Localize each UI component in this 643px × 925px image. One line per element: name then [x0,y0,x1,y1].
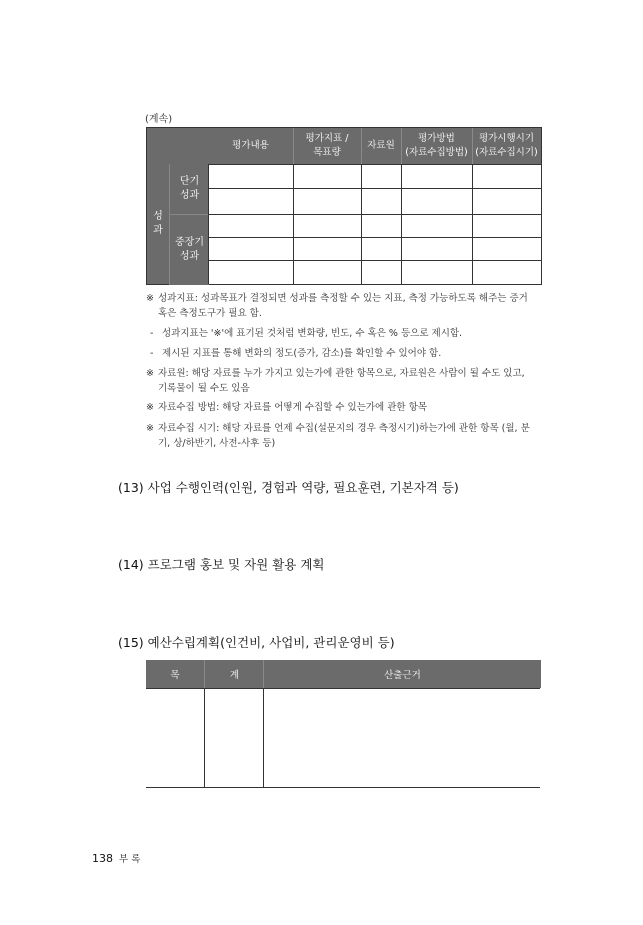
header-divider [361,128,362,164]
page-number: 138 [92,852,113,865]
page-footer [92,851,140,865]
row-line [208,214,541,215]
header-eval-method: 평가방법 (자료수집방법) [401,128,472,164]
row-line [208,237,541,238]
note-text: 자료수집 시기: 해당 자료를 언제 수집(설문지의 경우 측정시기)하는가에 관한 항목 (월, 분 기, 상/하반기, 사전-사후 등) [158,423,530,449]
budget-table [146,660,540,788]
continued-label: (계속) [145,114,173,125]
note-text: 자료수집 방법: 해당 자료를 어떻게 수집할 수 있는가에 관한 항목 [158,402,427,413]
col-line [361,164,362,284]
header-bottom-line [146,688,540,689]
header-total: 계 [204,660,264,688]
note-text: 성과지표는 '※'에 표기된 것처럼 변화량, 빈도, 수 혹은 % 등으로 제시함. [162,328,463,339]
note-mark: ※ [146,423,154,434]
row-line [208,260,541,261]
appendix-label: 부 록 [119,854,141,865]
outcome-group-label: 성 과 [147,164,169,284]
section-14-heading: (14) 프로그램 홍보 및 자원 활용 계획 [118,557,325,572]
short-term-outcome-label: 단기 성과 [169,164,209,214]
row-line [208,164,541,165]
header-divider [472,128,473,164]
section-15-heading: (15) 예산수립계획(인건비, 사업비, 관리운영비 등) [118,635,395,650]
col-line [208,164,209,284]
note-data-source [146,366,546,396]
note-mark: ※ [146,293,154,304]
header-eval-content: 평가내용 [208,128,293,164]
note-outcome-indicator [146,291,546,321]
note-text: 자료원: 해당 자료를 누가 가지고 있는가에 관한 항목으로, 자료원은 사람이 될 수도 있고, 기록물이 될 수도 있음 [158,368,525,394]
note-collection-method [146,400,546,415]
header-item: 목 [146,660,204,688]
header-calculation-basis: 산출근거 [263,660,541,688]
header-data-source: 자료원 [361,128,401,164]
note-mark: - [150,328,154,339]
header-divider [401,128,402,164]
col-line [401,164,402,284]
header-eval-timing: 평가시행시기 (자료수집시기) [472,128,541,164]
header-eval-indicator: 평가지표 / 목표량 [293,128,361,164]
note-text: 제시된 지표를 통해 변화의 정도(증가, 감소)를 확인할 수 있어야 함. [162,348,442,359]
note-change-degree [150,346,546,361]
section-13-heading: (13) 사업 수행인력(인원, 경험과 역량, 필요훈련, 기본자격 등) [118,480,459,495]
note-mark: ※ [146,402,154,413]
mid-long-term-outcome-label: 중장기 성과 [169,214,209,285]
row-line [208,188,541,189]
outcome-table [146,127,542,285]
col-line [204,688,205,787]
note-indicator-format [150,326,546,341]
note-collection-timing [146,421,546,451]
header-divider [293,128,294,164]
col-line [263,688,264,787]
note-mark: ※ [146,368,154,379]
col-line [472,164,473,284]
header-corner [147,128,208,164]
note-text: 성과지표: 성과목표가 결정되면 성과를 측정할 수 있는 지표, 측정 가능하도록 해주는 증거 혹은 측정도구가 필요 함. [158,293,528,319]
col-line [293,164,294,284]
note-mark: - [150,348,154,359]
